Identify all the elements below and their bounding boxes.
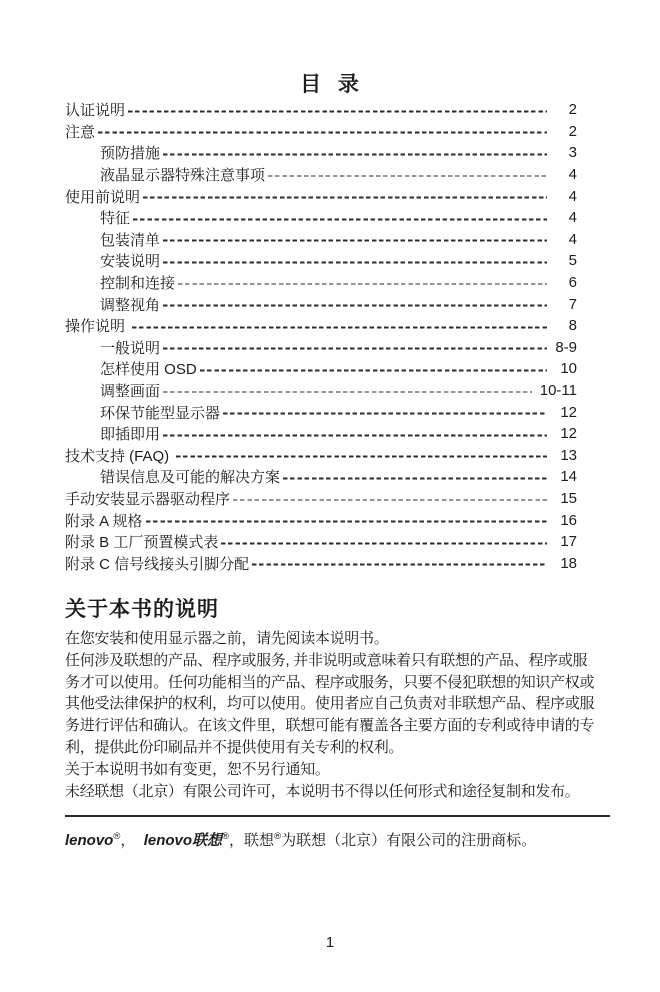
about-line: 关于本说明书如有变更，恕不另行通知。	[65, 760, 330, 778]
about-line: 未经联想（北京）有限公司许可，本说明书不得以任何形式和途径复制和发布。	[65, 782, 580, 800]
toc-entry[interactable]	[65, 99, 577, 121]
toc-leader-dashes	[223, 413, 547, 415]
toc-entry-label: 注意	[65, 123, 96, 141]
registered-mark: ®	[222, 831, 230, 843]
toc-entry[interactable]	[65, 466, 577, 488]
toc-entry[interactable]	[65, 552, 577, 574]
toc-entry[interactable]	[65, 337, 577, 359]
toc-entry[interactable]	[65, 380, 577, 402]
toc-list	[65, 99, 577, 574]
toc-entry-page: 12	[560, 425, 577, 443]
toc-entry-page: 3	[568, 144, 577, 162]
about-line: 任何涉及联想的产品、程序或服务, 并非说明或意味着只有联想的产品、程序或服	[65, 651, 588, 669]
toc-leader-dashes	[163, 434, 547, 436]
toc-entry[interactable]	[65, 293, 577, 315]
toc-leader-dashes	[132, 326, 547, 328]
toc-leader-dashes	[163, 240, 547, 242]
toc-entry-page: 2	[568, 122, 577, 140]
registered-mark: ®	[113, 831, 121, 843]
toc-entry-label: 即插即用	[100, 426, 161, 444]
toc-entry[interactable]	[65, 401, 577, 423]
toc-entry-page: 15	[560, 489, 577, 507]
toc-entry[interactable]	[65, 445, 577, 467]
toc-entry[interactable]	[65, 207, 577, 229]
toc-entry-page: 5	[568, 252, 577, 270]
toc-entry[interactable]	[65, 358, 577, 380]
toc-entry[interactable]	[65, 488, 577, 510]
toc-entry-label: 控制和连接	[100, 275, 176, 293]
toc-leader-dashes	[163, 391, 532, 393]
about-line: 务才可以使用。任何功能相当的产品、程序或服务，只要不侵犯联想的知识产权或	[65, 673, 595, 691]
toc-leader-dashes	[221, 542, 547, 544]
toc-leader-dashes	[178, 283, 547, 285]
toc-leader-dashes	[200, 370, 547, 372]
toc-leader-dashes	[98, 132, 547, 134]
toc-entry-label: 认证说明	[65, 102, 126, 120]
trademark-text: 联想	[244, 832, 275, 850]
page-number: 1	[325, 934, 335, 951]
toc-leader-dashes	[146, 521, 547, 523]
about-line: 务进行评估和确认。在该文件里，联想可能有覆盖各主要方面的专利或待申请的专	[65, 717, 595, 735]
toc-entry-label: 安装说明	[100, 253, 161, 271]
toc-leader-dashes	[176, 456, 547, 458]
toc-entry[interactable]	[65, 164, 577, 186]
about-line: 利，提供此份印刷品并不提供使用有关专利的权利。	[65, 739, 404, 757]
trademark-text: ，	[229, 832, 245, 850]
toc-entry-page: 16	[560, 511, 577, 529]
trademark-text: 为联想（北京）有限公司的注册商标。	[281, 832, 537, 850]
toc-entry-page: 18	[560, 554, 577, 572]
toc-entry[interactable]	[65, 315, 577, 337]
toc-entry-page: 14	[560, 468, 577, 486]
toc-leader-dashes	[268, 175, 547, 177]
about-line: 在您安装和使用显示器之前，请先阅读本说明书。	[65, 630, 389, 648]
about-paragraphs	[65, 628, 630, 802]
toc-entry[interactable]	[65, 272, 577, 294]
toc-entry-page: 12	[560, 403, 577, 421]
toc-entry-label: 包装清单	[100, 231, 161, 249]
toc-entry[interactable]	[65, 423, 577, 445]
toc-leader-dashes	[128, 110, 547, 112]
trademark-text: ，	[120, 832, 144, 850]
toc-leader-dashes	[143, 197, 547, 199]
toc-entry-label: 怎样使用 OSD	[100, 361, 197, 379]
toc-entry-page: 6	[568, 274, 577, 292]
toc-entry-page: 4	[568, 230, 577, 248]
toc-leader-dashes	[163, 262, 547, 264]
toc-entry[interactable]	[65, 250, 577, 272]
toc-entry-label: 使用前说明	[65, 188, 141, 206]
toc-leader-dashes	[163, 305, 547, 307]
toc-entry[interactable]	[65, 121, 577, 143]
toc-entry[interactable]	[65, 229, 577, 251]
toc-entry-label: 调整画面	[100, 383, 161, 401]
toc-entry-page: 8-9	[555, 338, 577, 356]
toc-entry-page: 4	[568, 187, 577, 205]
toc-entry-label: 附录 B 工厂预置模式表	[65, 534, 219, 552]
toc-entry-label: 附录 A 规格	[65, 512, 143, 530]
toc-entry-label: 操作说明	[65, 318, 130, 336]
toc-entry-page: 10	[560, 360, 577, 378]
toc-entry-label: 调整视角	[100, 296, 161, 314]
toc-entry[interactable]	[65, 509, 577, 531]
toc-entry-label: 错误信息及可能的解决方案	[100, 469, 281, 487]
toc-entry-page: 8	[568, 317, 577, 335]
toc-entry-label: 技术支持 (FAQ)	[65, 447, 174, 465]
registered-mark: ®	[274, 831, 282, 843]
toc-entry-page: 4	[568, 209, 577, 227]
toc-entry-page: 17	[560, 533, 577, 551]
toc-entry-label: 预防措施	[100, 145, 161, 163]
toc-entry-page: 2	[568, 101, 577, 119]
trademark-note	[65, 825, 630, 853]
divider-rule	[65, 815, 610, 817]
toc-entry-label: 特征	[100, 210, 131, 228]
toc-leader-dashes	[133, 218, 547, 220]
toc-entry-page: 7	[568, 295, 577, 313]
about-heading: 关于本书的说明	[65, 598, 219, 622]
toc-title: 目 录	[300, 73, 360, 96]
toc-leader-dashes	[163, 154, 547, 156]
toc-entry-page: 13	[560, 446, 577, 464]
toc-entry[interactable]	[65, 531, 577, 553]
toc-leader-dashes	[283, 477, 547, 479]
toc-leader-dashes	[252, 564, 547, 566]
toc-leader-dashes	[233, 499, 547, 501]
toc-entry-page: 4	[568, 166, 577, 184]
toc-entry-page: 10-11	[539, 382, 577, 400]
toc-entry[interactable]	[65, 142, 577, 164]
about-line: 其他受法律保护的权利，均可以使用。使用者应自己负责对非联想产品、程序或服	[65, 695, 595, 713]
toc-entry-label: 手动安装显示器驱动程序	[65, 490, 231, 508]
trademark-text: lenovo联想	[143, 832, 223, 850]
trademark-text: lenovo	[65, 832, 114, 850]
toc-leader-dashes	[163, 348, 547, 350]
toc-entry-label: 一般说明	[100, 339, 161, 357]
toc-entry-label: 附录 C 信号线接头引脚分配	[65, 555, 250, 573]
toc-entry-label: 液晶显示器特殊注意事项	[100, 167, 266, 185]
toc-entry-label: 环保节能型显示器	[100, 404, 221, 422]
toc-entry[interactable]	[65, 185, 577, 207]
